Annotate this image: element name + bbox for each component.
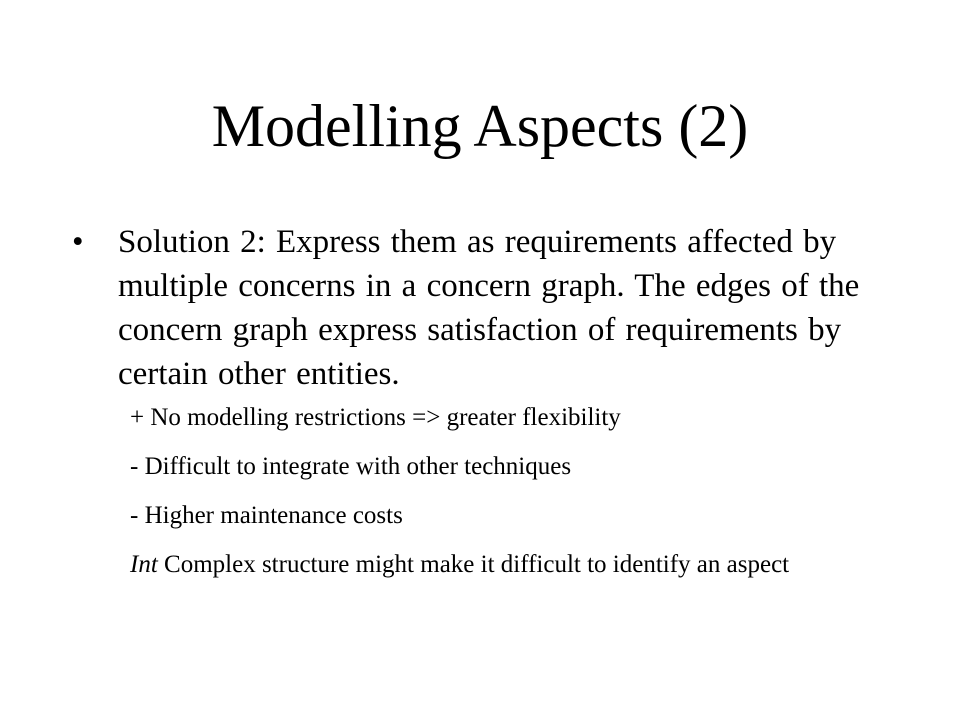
bullet-dot-icon: •	[72, 224, 84, 260]
sub-item-text: Difficult to integrate with other techniques	[144, 453, 572, 480]
sub-item-prefix: -	[130, 502, 139, 529]
sub-item-con-maintenance	[130, 500, 870, 532]
sub-bullet-list	[130, 402, 870, 598]
sub-item-text: Higher maintenance costs	[144, 502, 403, 529]
main-bullet-text: Solution 2: Express them as requirements affected by multiple concerns in a concern graph. The edges of the concern graph express satisfaction of requirements by certain other entities.	[118, 224, 860, 392]
sub-item-con-integration	[130, 451, 870, 483]
slide-title: Modelling Aspects (2)	[211, 93, 749, 159]
sub-item-prefix: -	[130, 453, 139, 480]
sub-item-pro	[130, 402, 870, 434]
sub-item-prefix: Int	[130, 551, 158, 578]
sub-item-text: Complex structure might make it difficult to identify an aspect	[164, 551, 790, 578]
sub-item-prefix: +	[130, 404, 145, 431]
main-bullet	[72, 220, 872, 396]
sub-item-interesting	[130, 549, 870, 581]
sub-item-text: No modelling restrictions => greater flexibility	[150, 404, 621, 431]
